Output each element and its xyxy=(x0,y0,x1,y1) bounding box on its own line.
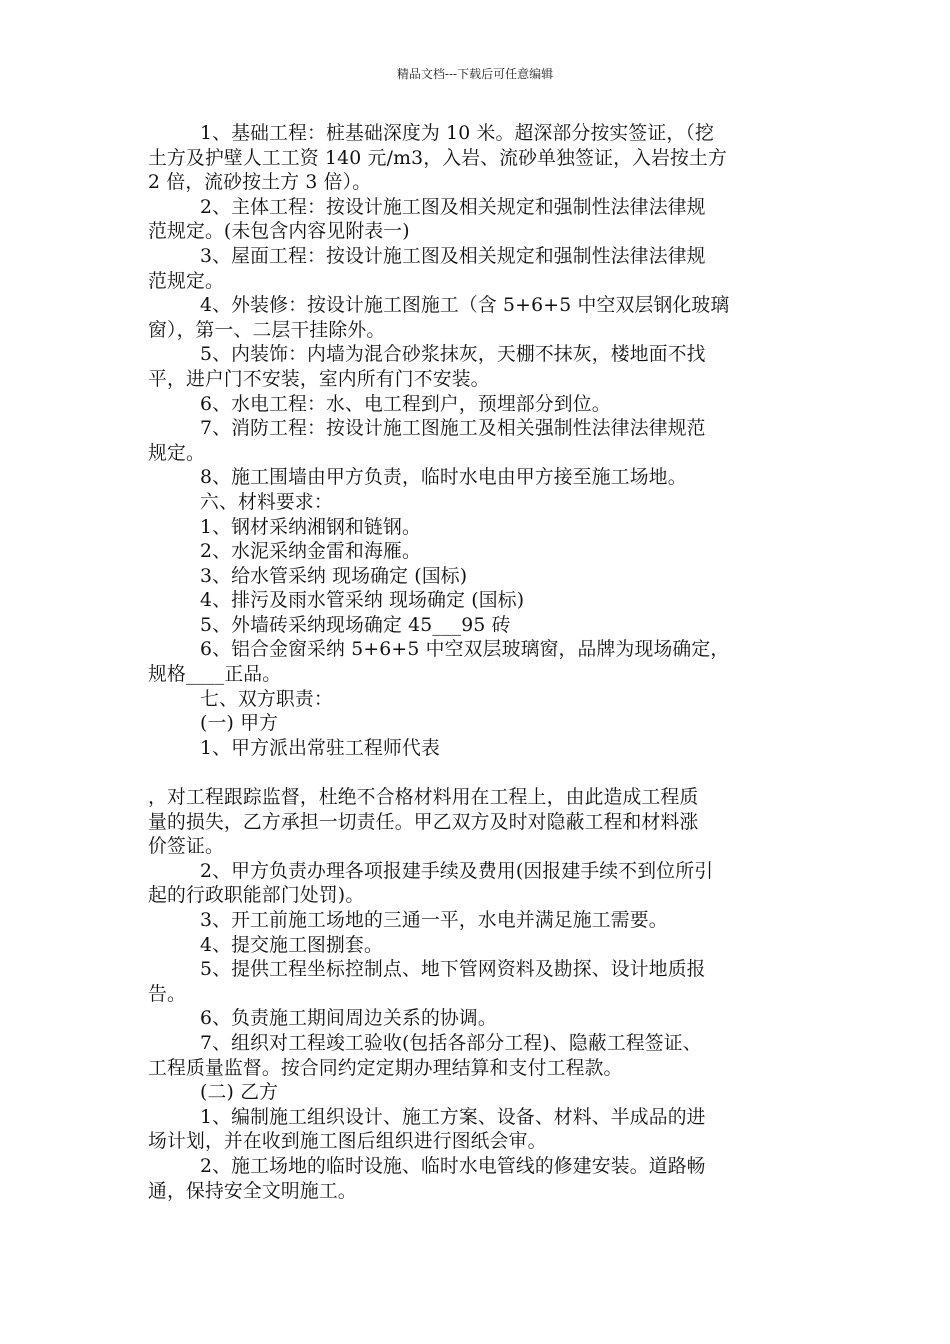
paragraph-line: 工程质量监督。按合同约定定期办理结算和支付工程款。 xyxy=(148,1057,623,1079)
paragraph-line: 土方及护壁人工工资 140 元/m3，入岩、流砂单独签证，入岩按土方 xyxy=(148,147,727,169)
paragraph-line: 1、编制施工组织设计、施工方案、设备、材料、半成品的进 xyxy=(200,1106,706,1128)
paragraph-line: 2、主体工程：按设计施工图及相关规定和强制性法律法律规 xyxy=(200,196,706,218)
document-body xyxy=(148,122,808,1204)
paragraph-line: 1、基础工程：桩基础深度为 10 米。超深部分按实签证，（挖 xyxy=(200,123,714,144)
paragraph-line: 2、水泥采纳金雷和海雁。 xyxy=(200,541,421,563)
paragraph-line: 5、内装饰：内墙为混合砂浆抹灰，天棚不抹灰，楼地面不找 xyxy=(200,344,706,366)
paragraph-line: 窗），第一、二层干挂除外。 xyxy=(148,319,386,341)
paragraph-line: 6、负责施工期间周边关系的协调。 xyxy=(200,1008,497,1030)
page-header-watermark: 精品文档---下载后可任意编辑 xyxy=(396,67,554,81)
paragraph-line: 5、提供工程坐标控制点、地下管网资料及勘探、设计地质报 xyxy=(200,959,706,981)
paragraph-line: 3、给水管采纳 现场确定 (国标) xyxy=(200,565,468,587)
paragraph-line: 8、施工围墙由甲方负责，临时水电由甲方接至施工场地。 xyxy=(200,467,687,489)
paragraph-line: 4、提交施工图捌套。 xyxy=(200,934,383,956)
paragraph-line: 4、外装修：按设计施工图施工（含 5+6+5 中空双层钢化玻璃 xyxy=(200,295,730,317)
paragraph-line: 7、消防工程：按设计施工图施工及相关强制性法律法律规范 xyxy=(200,418,706,440)
paragraph-line: 范规定。(未包含内容见附表一) xyxy=(148,221,410,243)
paragraph-line: 起的行政职能部门处罚)。 xyxy=(148,885,365,907)
paragraph-line: 6、水电工程：水、电工程到户，预埋部分到位。 xyxy=(200,393,611,415)
paragraph-line: 5、外墙砖采纳现场确定 45___95 砖 xyxy=(200,614,511,636)
section-heading: 六、材料要求： xyxy=(200,491,333,513)
paragraph-line: 规格____正品。 xyxy=(148,664,282,686)
paragraph-line: 2、施工场地的临时设施、临时水电管线的修建安装。道路畅 xyxy=(200,1155,706,1177)
paragraph-line: 1、甲方派出常驻工程师代表 xyxy=(200,737,440,759)
subsection-heading: (一) 甲方 xyxy=(200,713,279,735)
paragraph-line: 4、排污及雨水管采纳 现场确定 (国标) xyxy=(200,590,525,612)
paragraph-line: 范规定。 xyxy=(148,270,224,292)
paragraph-line: 价签证。 xyxy=(148,836,224,858)
paragraph-line: 6、铝合金窗采纳 5+6+5 中空双层玻璃窗，品牌为现场确定， xyxy=(200,639,730,661)
paragraph-line: 场计划，并在收到施工图后组织进行图纸会审。 xyxy=(148,1131,547,1153)
paragraph-line: 告。 xyxy=(148,983,186,1005)
subsection-heading: (二) 乙方 xyxy=(200,1082,279,1104)
paragraph-line: 平，进户门不安装，室内所有门不安装。 xyxy=(148,368,490,390)
paragraph-line: 7、组织对工程竣工验收(包括各部分工程)、隐蔽工程签证、 xyxy=(200,1032,702,1054)
blank-line xyxy=(148,761,808,786)
paragraph-line: 量的损失，乙方承担一切责任。甲乙双方及时对隐蔽工程和材料涨 xyxy=(148,811,699,833)
paragraph-line: 3、屋面工程：按设计施工图及相关规定和强制性法律法律规 xyxy=(200,245,706,267)
paragraph-line: 通，保持安全文明施工。 xyxy=(148,1180,357,1202)
paragraph-line: 2、甲方负责办理各项报建手续及费用(因报建手续不到位所引 xyxy=(200,860,714,882)
paragraph-line: 2 倍，流砂按土方 3 倍）。 xyxy=(148,172,372,194)
paragraph-line: ，对工程跟踪监督，杜绝不合格材料用在工程上，由此造成工程质 xyxy=(148,787,699,809)
paragraph-line: 3、开工前施工场地的三通一平，水电并满足施工需要。 xyxy=(200,910,668,931)
paragraph-line: 规定。 xyxy=(148,442,205,464)
section-heading: 七、双方职责： xyxy=(200,688,333,710)
paragraph-line: 1、钢材采纳湘钢和链钢。 xyxy=(200,516,421,538)
